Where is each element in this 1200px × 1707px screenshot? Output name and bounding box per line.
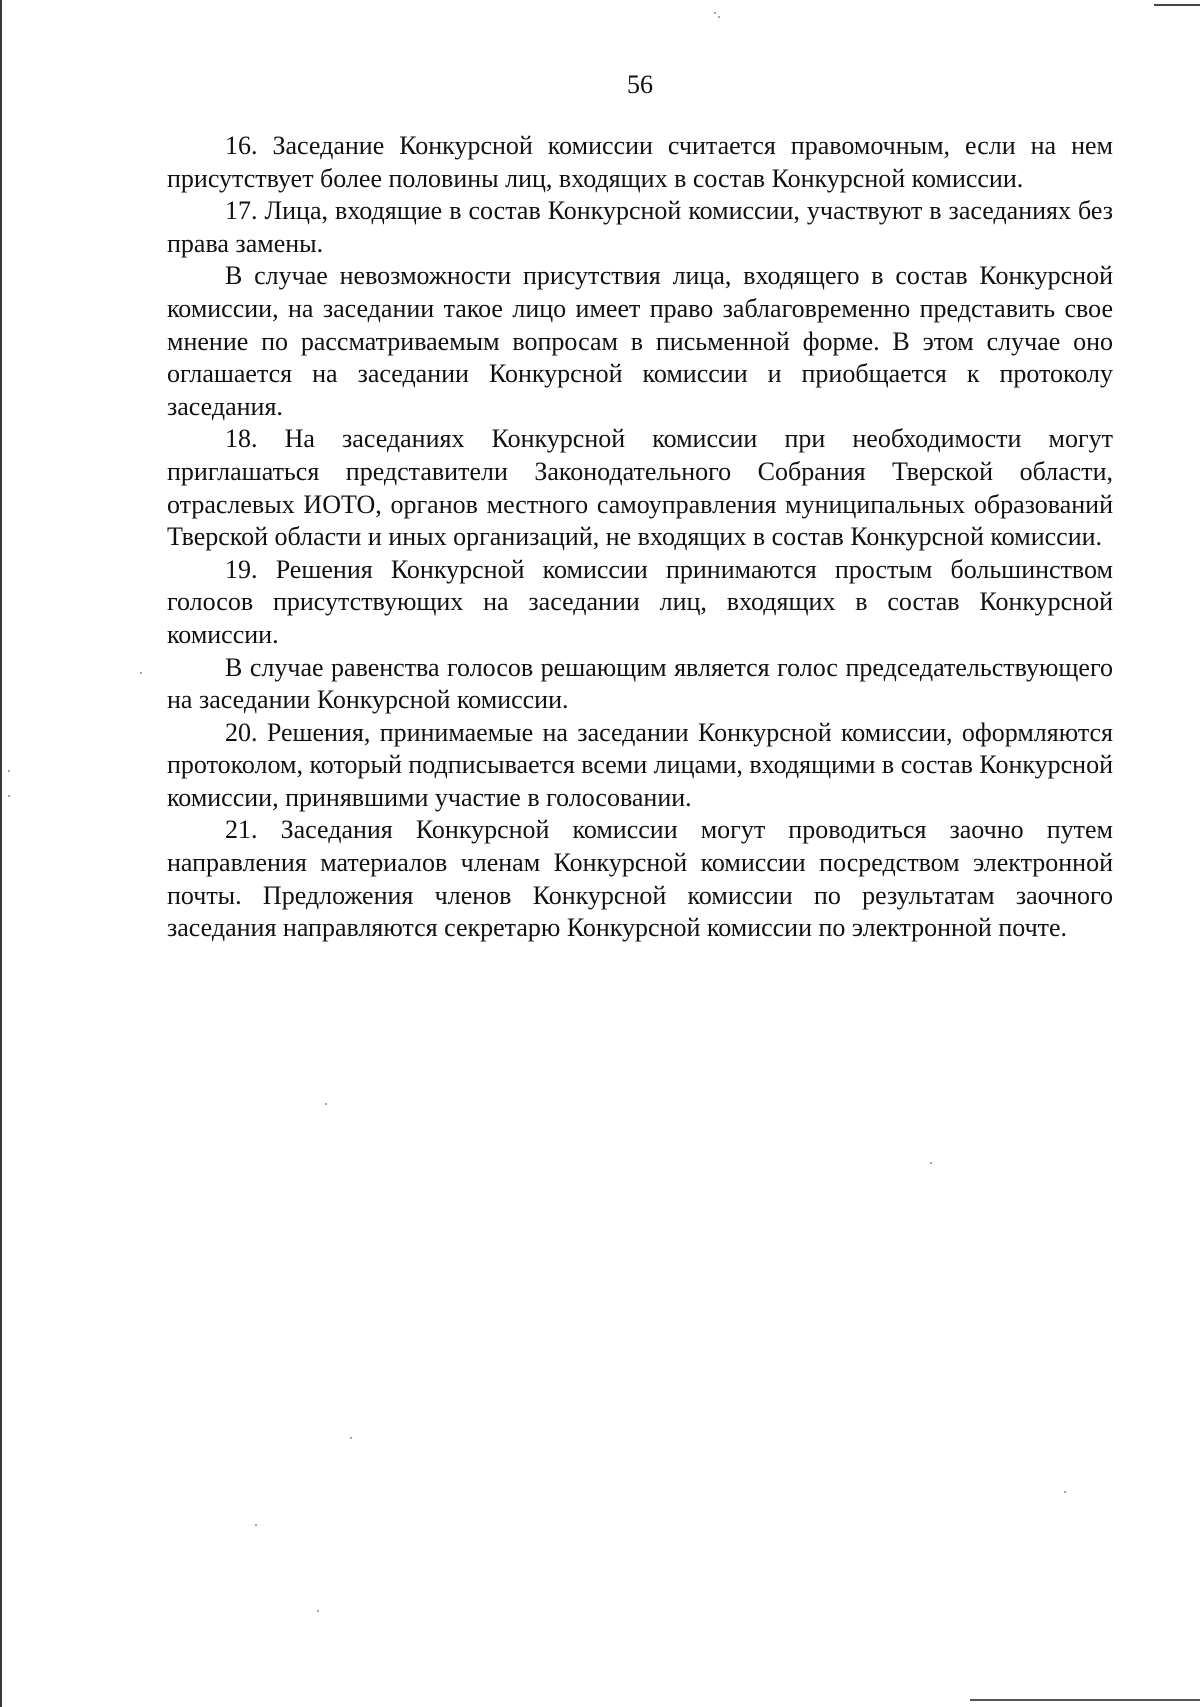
scan-speck <box>140 672 142 674</box>
scan-speck <box>325 1103 327 1105</box>
paragraph-16: 16. Заседание Конкурсной комиссии считается правомочным, если на нем присутствует более половины лиц, входящих в состав Конкурсной комиссии. <box>167 131 1113 193</box>
document-body <box>167 130 1113 945</box>
paragraph-17-absence: В случае невозможности присутствия лица, входящего в состав Конкурсной комиссии, на заседании такое лицо имеет право заблаговременно представить свое мнение по рассматриваемым вопросам в письменной форме. В этом случае оно оглашается на заседании Конкурсной комиссии и приобщается к протоколу заседания. <box>167 261 1113 421</box>
scan-top-right-edge <box>1154 4 1200 6</box>
paragraph-17: 17. Лица, входящие в состав Конкурсной комиссии, участвуют в заседаниях без права замены. <box>167 196 1113 258</box>
scan-left-edge <box>0 0 2 1707</box>
paragraph-19: 19. Решения Конкурсной комиссии принимаются простым большинством голосов присутствующих на заседании лиц, входящих в состав Конкурсной комиссии. <box>167 554 1113 649</box>
page-number: 56 <box>627 70 653 99</box>
scan-speck <box>714 12 716 14</box>
scan-speck <box>350 1437 352 1439</box>
scan-speck <box>1064 1491 1066 1493</box>
paragraph-19-tie-vote: В случае равенства голосов решающим является голос председательствующего на заседании Конкурсной комиссии. <box>167 652 1113 715</box>
paragraph-20: 20. Решения, принимаемые на заседании Конкурсной комиссии, оформляются протоколом, который подписывается всеми лицами, входящими в состав Конкурсной комиссии, принявшими участие в голосовании. <box>167 717 1114 812</box>
paragraph-18: 18. На заседаниях Конкурсной комиссии при необходимости могут приглашаться представители Законодательного Собрания Тверской области, отраслевых ИОТО, органов местного самоуправления муниципальных образований Тверской области и иных организаций, не входящих в состав Конкурсной комиссии. <box>167 424 1113 552</box>
paragraph-21: 21. Заседания Конкурсной комиссии могут проводиться заочно путем направления материалов членам Конкурсной комиссии посредством электронной почты. Предложения членов Конкурсной комиссии по результатам заочного заседания направляются секретарю Конкурсной комиссии по электронной почте. <box>167 815 1113 943</box>
scan-speck <box>718 16 720 18</box>
scan-speck <box>8 795 10 797</box>
scan-bottom-right-edge <box>970 1699 1200 1701</box>
scan-speck <box>8 770 10 772</box>
scan-speck <box>255 1524 257 1526</box>
scan-speck <box>317 1610 319 1612</box>
scan-speck <box>930 1162 932 1164</box>
